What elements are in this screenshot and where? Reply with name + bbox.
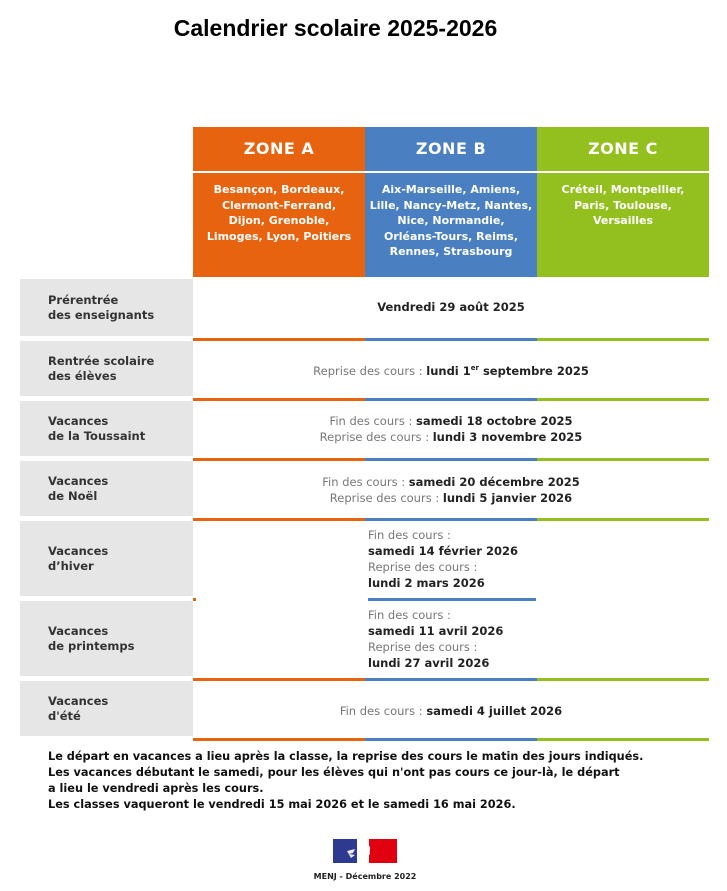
row-label-printemps — [20, 601, 193, 676]
date-label: Fin des cours : — [339, 704, 427, 718]
city-line: Lille, Nancy-Metz, Nantes, — [369, 198, 533, 212]
date-label: Reprise des cours : — [329, 491, 443, 505]
label-line: Vacances — [48, 413, 109, 428]
date-value: lundi 5 janvier 2026 — [442, 491, 573, 505]
city-line: Dijon, Grenoble, — [228, 214, 330, 227]
city-line: Créteil, Montpellier, — [561, 183, 685, 196]
date-label: Reprise des cours : — [313, 364, 427, 378]
ordinal-suffix: er — [470, 364, 479, 372]
row-separator-zone-b — [368, 598, 536, 601]
row-label-hiver — [20, 521, 193, 596]
label-line: Vacances — [48, 693, 109, 708]
date-value: lundi 1 — [426, 364, 471, 378]
row-separator — [193, 518, 709, 521]
row-separator — [193, 458, 709, 461]
city-line: Limoges, Lyon, Poitiers — [206, 229, 352, 243]
label-line: de la Toussaint — [48, 428, 146, 443]
row-label-rentree — [20, 341, 193, 396]
label-line: de printemps — [48, 638, 135, 653]
row-label-toussaint — [20, 401, 193, 456]
footnotes — [48, 749, 643, 813]
city-line: Rennes, Strasbourg — [389, 245, 513, 258]
zone-c-name: ZONE C — [537, 127, 709, 173]
zone-b-header — [365, 127, 537, 277]
label-line: d’hiver — [48, 558, 94, 573]
label-line: de Noël — [48, 488, 98, 503]
city-line: Besançon, Bordeaux, — [213, 183, 345, 196]
cell-printemps-zone-b — [368, 607, 536, 671]
note-line: Les vacances débutant le samedi, pour les élèves qui n'ont pas cours ce jour-là, le départ — [48, 766, 620, 779]
zone-b-name: ZONE B — [365, 127, 537, 173]
row-separator — [193, 398, 709, 401]
row-separator — [193, 738, 709, 741]
date-label: Fin des cours : — [368, 528, 451, 542]
row-separator — [193, 678, 709, 681]
page-title: Calendrier scolaire 2025-2026 — [173, 15, 498, 41]
row-separator — [193, 338, 709, 341]
date-value: Vendredi 29 août 2025 — [377, 300, 525, 314]
date-value: samedi 18 octobre 2025 — [416, 414, 573, 428]
label-line: d'été — [48, 708, 81, 723]
date-label: Reprise des cours : — [368, 560, 478, 574]
note-line: Le départ en vacances a lieu après la classe, la reprise des cours le matin des jours indiqués. — [48, 750, 644, 763]
date-value: lundi 27 avril 2026 — [368, 656, 490, 670]
city-line: Orléans-Tours, Reims, — [383, 229, 519, 243]
note-line: a lieu le vendredi après les cours. — [48, 782, 264, 795]
logo-caption: MENJ - Décembre 2022 — [313, 872, 417, 881]
date-label: Fin des cours : — [322, 475, 409, 489]
zone-a-name: ZONE A — [193, 127, 365, 173]
city-line: Paris, Toulouse, — [574, 198, 672, 212]
label-line: des élèves — [48, 368, 117, 383]
date-value: samedi 11 avril 2026 — [368, 624, 504, 638]
cell-hiver-zone-b — [368, 527, 536, 591]
zone-b-cities — [365, 173, 537, 260]
date-value: samedi 4 juillet 2026 — [426, 704, 563, 718]
cell-prerentree — [193, 299, 709, 315]
date-value: septembre 2025 — [478, 364, 589, 378]
label-line: des enseignants — [48, 307, 155, 322]
row-separator-stub — [193, 598, 196, 601]
date-label: Reprise des cours : — [368, 640, 478, 654]
date-label: Reprise des cours : — [319, 430, 433, 444]
date-value: lundi 3 novembre 2025 — [432, 430, 583, 444]
city-line: Versailles — [592, 214, 654, 227]
date-value: samedi 20 décembre 2025 — [408, 475, 580, 489]
zone-a-cities — [193, 173, 365, 244]
zone-c-header — [537, 127, 709, 277]
row-label-noel — [20, 461, 193, 516]
label-line: Rentrée scolaire — [48, 353, 155, 368]
city-line: Clermont-Ferrand, — [221, 198, 337, 212]
label-line: Vacances — [48, 623, 109, 638]
zone-a-header — [193, 127, 365, 277]
city-line: Nice, Normandie, — [397, 214, 505, 227]
city-line: Aix-Marseille, Amiens, — [381, 183, 521, 196]
date-label: Fin des cours : — [329, 414, 417, 428]
cell-toussaint — [193, 413, 709, 445]
row-label-prerentree — [20, 279, 193, 336]
date-label: Fin des cours : — [368, 608, 451, 622]
date-value: lundi 2 mars 2026 — [368, 576, 485, 590]
note-line: Les classes vaqueront le vendredi 15 mai 2026 et le samedi 16 mai 2026. — [48, 798, 516, 811]
cell-ete — [193, 703, 709, 719]
label-line: Prérentrée — [48, 292, 119, 307]
label-line: Vacances — [48, 543, 109, 558]
date-value: samedi 14 février 2026 — [368, 544, 518, 558]
cell-rentree — [193, 360, 709, 379]
row-label-ete — [20, 681, 193, 736]
cell-noel — [193, 474, 709, 506]
label-line: Vacances — [48, 473, 109, 488]
marianne-flag-icon — [333, 839, 397, 863]
zone-c-cities — [537, 173, 709, 229]
